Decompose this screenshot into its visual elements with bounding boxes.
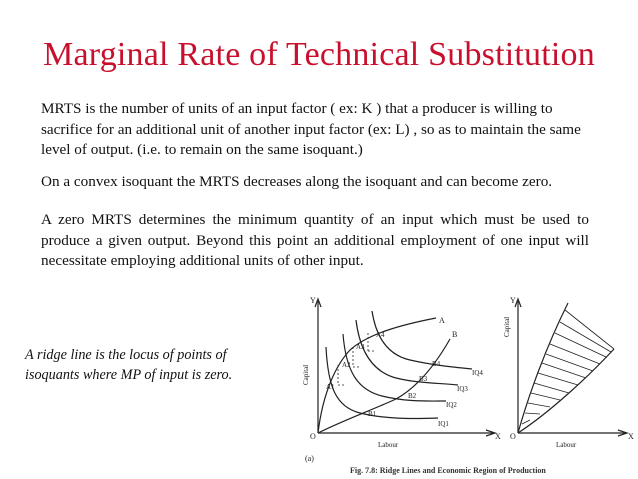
right-origin-label: O xyxy=(510,432,516,441)
isoquant-label-iq3: IQ3 xyxy=(457,385,468,393)
right-panel-labels xyxy=(503,296,634,449)
right-panel xyxy=(515,299,627,436)
convex-isoquant-paragraph: On a convex isoquant the MRTS decreases along the isoquant and can become zero. xyxy=(41,173,553,190)
left-x-axis-label: Labour xyxy=(378,441,399,449)
isoquant-label-iq1: IQ1 xyxy=(438,420,449,428)
point-label-b1: B1 xyxy=(368,410,377,418)
ridge-label-b: B xyxy=(452,330,458,339)
right-x-axis-label: Labour xyxy=(556,441,577,449)
right-y-axis-label: Capital xyxy=(503,316,511,337)
figure-caption: Fig. 7.8: Ridge Lines and Economic Region of Production xyxy=(350,466,546,475)
point-label-b4: B4 xyxy=(432,360,441,368)
slide-title: Marginal Rate of Technical Substitution xyxy=(43,36,595,73)
left-y-axis-label: Capital xyxy=(302,364,310,385)
ridge-line-b xyxy=(318,339,450,433)
left-origin-label: O xyxy=(310,432,316,441)
isoquant-iq3 xyxy=(356,320,458,385)
point-label-a1: A1 xyxy=(326,383,335,391)
isoquant-iq4 xyxy=(372,311,472,369)
point-label-a3: A3 xyxy=(356,343,365,351)
point-label-a4: A4 xyxy=(376,331,385,339)
ridge-line-definition: A ridge line is the locus of points of isoquants where MP of input is zero. xyxy=(25,347,233,383)
ridge-label-a: A xyxy=(439,316,445,325)
economic-region-hatching xyxy=(522,310,614,424)
point-label-b3: B3 xyxy=(419,375,428,383)
left-x-axis-letter: X xyxy=(495,432,501,441)
panel-label-a: (a) xyxy=(305,454,314,463)
right-x-axis-letter: X xyxy=(628,432,634,441)
right-y-axis-letter: Y xyxy=(510,296,516,305)
ridge-lines-figure xyxy=(288,287,638,479)
point-label-a2: A2 xyxy=(342,361,351,369)
mrts-definition-paragraph: MRTS is the number of units of an input factor ( ex: K ) that a producer is willing to sacrifice for an additional unit of another input factor (ex: L) , so as to maintain the same level of output. (i.e. to remain on the same isoquant.) xyxy=(41,100,581,158)
isoquant-label-iq4: IQ4 xyxy=(472,369,483,377)
zero-mrts-paragraph: A zero MRTS determines the minimum quantity of an input which must be used to produce a given output. Beyond this point an additional employment of one input will necessitate employing additional units of other input. xyxy=(41,211,589,269)
isoquant-label-iq2: IQ2 xyxy=(446,401,457,409)
point-label-b2: B2 xyxy=(408,392,417,400)
left-y-axis-letter: Y xyxy=(310,296,316,305)
